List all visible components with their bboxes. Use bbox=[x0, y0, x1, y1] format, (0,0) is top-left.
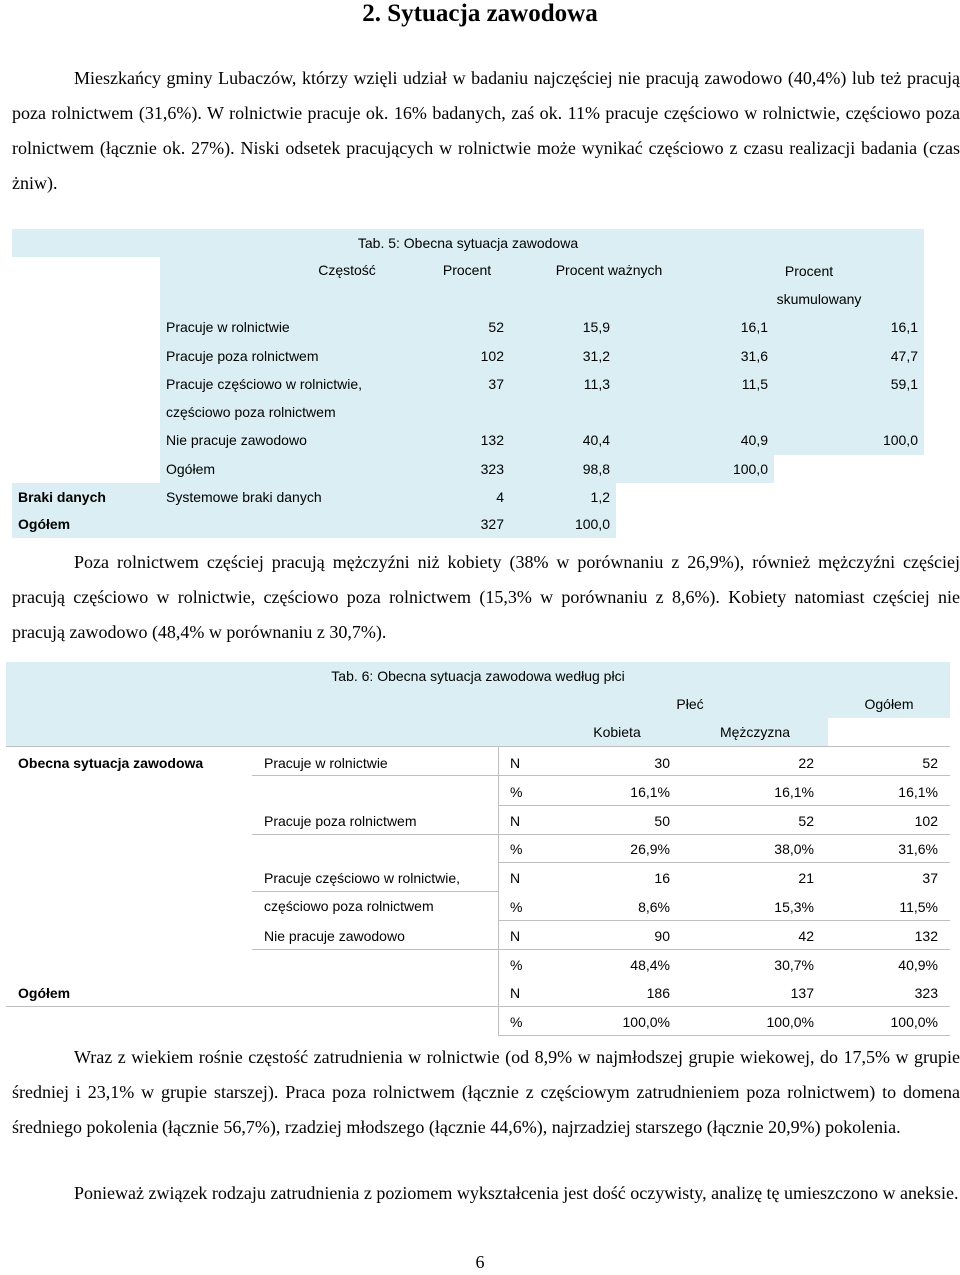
table-5-cell-valid: 31,6 bbox=[616, 342, 774, 370]
paragraph-education: Ponieważ związek rodzaju zatrudnienia z poziomem wykształcenia jest dość oczywisty, analizę tę umieszczono w aneksie. bbox=[74, 1183, 959, 1203]
table-5-cell-pct: 98,8 bbox=[510, 455, 616, 483]
table-6-cell-female: 50 bbox=[654, 813, 670, 829]
table-6-cell-female: 100,0% bbox=[622, 1014, 670, 1030]
table-6-header-female: Kobieta bbox=[552, 718, 682, 746]
table-6-cell-male: 21 bbox=[798, 870, 814, 886]
table-5-total-freq: 327 bbox=[410, 511, 510, 538]
table-5-cell-freq: 132 bbox=[410, 426, 510, 455]
table-6-category-label: Pracuje częściowo w rolnictwie, bbox=[264, 870, 461, 886]
table-6-stat-pct: % bbox=[510, 841, 523, 857]
table-6-rule bbox=[252, 834, 950, 835]
table-6-cell-total: 323 bbox=[914, 985, 938, 1001]
table-6-cell-total: 40,9% bbox=[898, 957, 938, 973]
table-6-total-label: Ogółem bbox=[18, 985, 71, 1001]
table-5-header-blank bbox=[12, 257, 160, 313]
table-5-cell-cum: 47,7 bbox=[774, 342, 924, 370]
table-6-header-male: Mężczyzna bbox=[682, 718, 828, 746]
table-5-row-label-line2: częściowo poza rolnictwem bbox=[166, 404, 336, 420]
table-6-header-total: Ogółem bbox=[828, 690, 950, 718]
table-6-rule bbox=[252, 949, 950, 950]
table-5-row-label: Pracuje poza rolnictwem bbox=[160, 342, 410, 370]
table-6-rule bbox=[252, 891, 498, 892]
table-6-rule bbox=[498, 1035, 950, 1036]
table-5-cell-freq: 37 bbox=[410, 370, 510, 426]
table-5-header-freq-text: Częstość bbox=[318, 262, 376, 278]
table-5-cell-freq: 323 bbox=[410, 455, 510, 483]
table-6-cell-female: 186 bbox=[646, 985, 670, 1001]
table-5-cell-valid: 11,5 bbox=[616, 370, 774, 426]
table-5-missing-pct: 1,2 bbox=[510, 483, 616, 511]
table-6-header-sex: Płeć bbox=[552, 690, 828, 718]
table-6-cell-total: 100,0% bbox=[890, 1014, 938, 1030]
table-6-cell-female: 26,9% bbox=[630, 841, 670, 857]
table-5-cell-cum: 59,1 bbox=[774, 370, 924, 426]
table-6-cell-total: 52 bbox=[922, 755, 938, 771]
table-5-total-pct: 100,0 bbox=[510, 511, 616, 538]
table-6-stat-n: N bbox=[510, 755, 521, 771]
table-6-stat-n: N bbox=[510, 985, 521, 1001]
table-6-stat-n: N bbox=[510, 813, 521, 829]
table-5-header-pct: Procent bbox=[410, 257, 524, 313]
table-6-cell-total: 31,6% bbox=[898, 841, 938, 857]
paragraph-gender: Poza rolnictwem częściej pracują mężczyźni niż kobiety (38% w porównaniu z 26,9%), również mężczyźni częściej pracują częściowo w rolnictwie, częściowo poza rolnictwem (15,3% w porównaniu z 8,6%). Kobiety natomiast częściej nie pracują zawodowo (48,4% w porównaniu z 30,7%). bbox=[12, 552, 960, 642]
paragraph-age: Wraz z wiekiem rośnie częstość zatrudnienia w rolnictwie (od 8,9% w najmłodszej grupie wiekowej, do 17,5% w grupie średniej i 23,1% w grupie starszej). Praca poza rolnictwem (łącznie z częściowym zatrudnieniem poza rolnictwem) to domena średniego pokolenia (łącznie 56,7%), rzadziej młodszego (łącznie 44,6%), najrzadziej starszego (łącznie 20,9%) pokolenia. bbox=[12, 1047, 960, 1137]
table-5-missing-label: Systemowe braki danych bbox=[160, 483, 410, 511]
table-6-rule bbox=[498, 920, 950, 921]
table-5-missing-freq: 4 bbox=[410, 483, 510, 511]
table-5-cell-valid: 100,0 bbox=[616, 455, 774, 483]
table-6-cell-male: 52 bbox=[798, 813, 814, 829]
table-6-cell-male: 137 bbox=[790, 985, 814, 1001]
table-5-header-valid: Procent ważnych bbox=[524, 257, 694, 313]
table-6-rule bbox=[498, 746, 499, 1036]
table-6-title: Tab. 6: Obecna sytuacja zawodowa według płci bbox=[6, 662, 950, 690]
table-6-cell-total: 102 bbox=[914, 813, 938, 829]
table-5-header-freq bbox=[160, 257, 410, 313]
table-5-header-cum bbox=[694, 257, 924, 313]
table-5-cell-freq: 52 bbox=[410, 313, 510, 342]
section-heading: 2. Sytuacja zawodowa bbox=[362, 0, 598, 27]
table-5-cell-pct: 31,2 bbox=[510, 342, 616, 370]
table-6-cell-female: 90 bbox=[654, 928, 670, 944]
table-6-cell-female: 16,1% bbox=[630, 784, 670, 800]
table-6-stat-pct: % bbox=[510, 899, 523, 915]
table-5-total-label: Ogółem bbox=[12, 511, 160, 538]
table-5-cell-cum: 100,0 bbox=[774, 426, 924, 455]
table-6-stat-pct: % bbox=[510, 957, 523, 973]
table-5-total-blank bbox=[160, 511, 410, 538]
table-6-rule bbox=[6, 1006, 950, 1007]
table-6-rule bbox=[252, 775, 950, 776]
table-6-cell-total: 11,5% bbox=[899, 899, 938, 915]
table-5-group-blank bbox=[12, 313, 160, 483]
table-6-cell-female: 16 bbox=[654, 870, 670, 886]
table-6-cell-total: 132 bbox=[914, 928, 938, 944]
table-5-cell-pct: 11,3 bbox=[510, 370, 616, 426]
table-6 bbox=[6, 662, 950, 1036]
table-6-cell-total: 16,1% bbox=[898, 784, 938, 800]
table-6-cell-male: 100,0% bbox=[766, 1014, 814, 1030]
table-5-title: Tab. 5: Obecna sytuacja zawodowa bbox=[12, 229, 924, 257]
table-6-category-label: Pracuje poza rolnictwem bbox=[264, 813, 417, 829]
table-5-row-label: Ogółem bbox=[160, 455, 410, 483]
table-6-header-blank bbox=[6, 690, 552, 746]
table-5-cell-valid: 40,9 bbox=[616, 426, 774, 455]
table-6-cell-female: 30 bbox=[654, 755, 670, 771]
table-5-cell-pct: 40,4 bbox=[510, 426, 616, 455]
table-6-category-label: Pracuje w rolnictwie bbox=[264, 755, 388, 771]
table-6-category-label-line2: częściowo poza rolnictwem bbox=[264, 898, 434, 914]
table-6-cell-female: 8,6% bbox=[638, 899, 670, 915]
table-5-cell-cum: 16,1 bbox=[774, 313, 924, 342]
table-5-cell-pct: 15,9 bbox=[510, 313, 616, 342]
table-5-cell-freq: 102 bbox=[410, 342, 510, 370]
table-5-header-cum-line1: Procent bbox=[784, 263, 834, 279]
table-6-cell-male: 15,3% bbox=[774, 899, 814, 915]
table-6-stat-pct: % bbox=[510, 1014, 523, 1030]
table-5-cell-empty bbox=[774, 455, 924, 483]
table-5-missing-group: Braki danych bbox=[12, 483, 160, 511]
table-6-category-label: Nie pracuje zawodowo bbox=[264, 928, 405, 944]
table-5-row-label bbox=[160, 370, 410, 426]
table-6-row-group: Obecna sytuacja zawodowa bbox=[18, 755, 204, 771]
table-6-rule bbox=[6, 746, 950, 747]
table-6-cell-male: 30,7% bbox=[774, 957, 814, 973]
table-6-stat-pct: % bbox=[510, 784, 523, 800]
table-6-cell-male: 22 bbox=[798, 755, 814, 771]
table-5-row-label-line1: Pracuje częściowo w rolnictwie, bbox=[166, 376, 363, 392]
table-5-header-cum-line2: skumulowany bbox=[776, 291, 862, 307]
paragraph-intro: Mieszkańcy gminy Lubaczów, którzy wzięli udział w badaniu najczęściej nie pracują zawodowo (40,4%) lub też pracują poza rolnictwem (31,6%). W rolnictwie pracuje ok. 16% badanych, zaś ok. 11% pracuje częściowo w rolnictwie, częściowo poza rolnictwem (łącznie ok. 27%). Niski odsetek pracujących w rolnictwie może wynikać częściowo z czasu realizacji badania (czas żniw). bbox=[12, 68, 960, 193]
table-5-cell-valid: 16,1 bbox=[616, 313, 774, 342]
table-5 bbox=[12, 229, 924, 538]
table-6-stat-n: N bbox=[510, 870, 521, 886]
table-6-header-empty bbox=[828, 718, 950, 746]
table-5-row-label: Pracuje w rolnictwie bbox=[160, 313, 410, 342]
table-6-cell-female: 48,4% bbox=[630, 957, 670, 973]
table-5-row-label: Nie pracuje zawodowo bbox=[160, 426, 410, 455]
table-6-cell-male: 38,0% bbox=[774, 841, 814, 857]
table-6-cell-male: 16,1% bbox=[774, 784, 814, 800]
table-6-cell-total: 37 bbox=[922, 870, 938, 886]
table-6-rule bbox=[498, 862, 950, 863]
table-6-rule bbox=[498, 805, 950, 806]
table-6-stat-n: N bbox=[510, 928, 521, 944]
page-number: 6 bbox=[475, 1252, 485, 1272]
table-6-cell-male: 42 bbox=[798, 928, 814, 944]
